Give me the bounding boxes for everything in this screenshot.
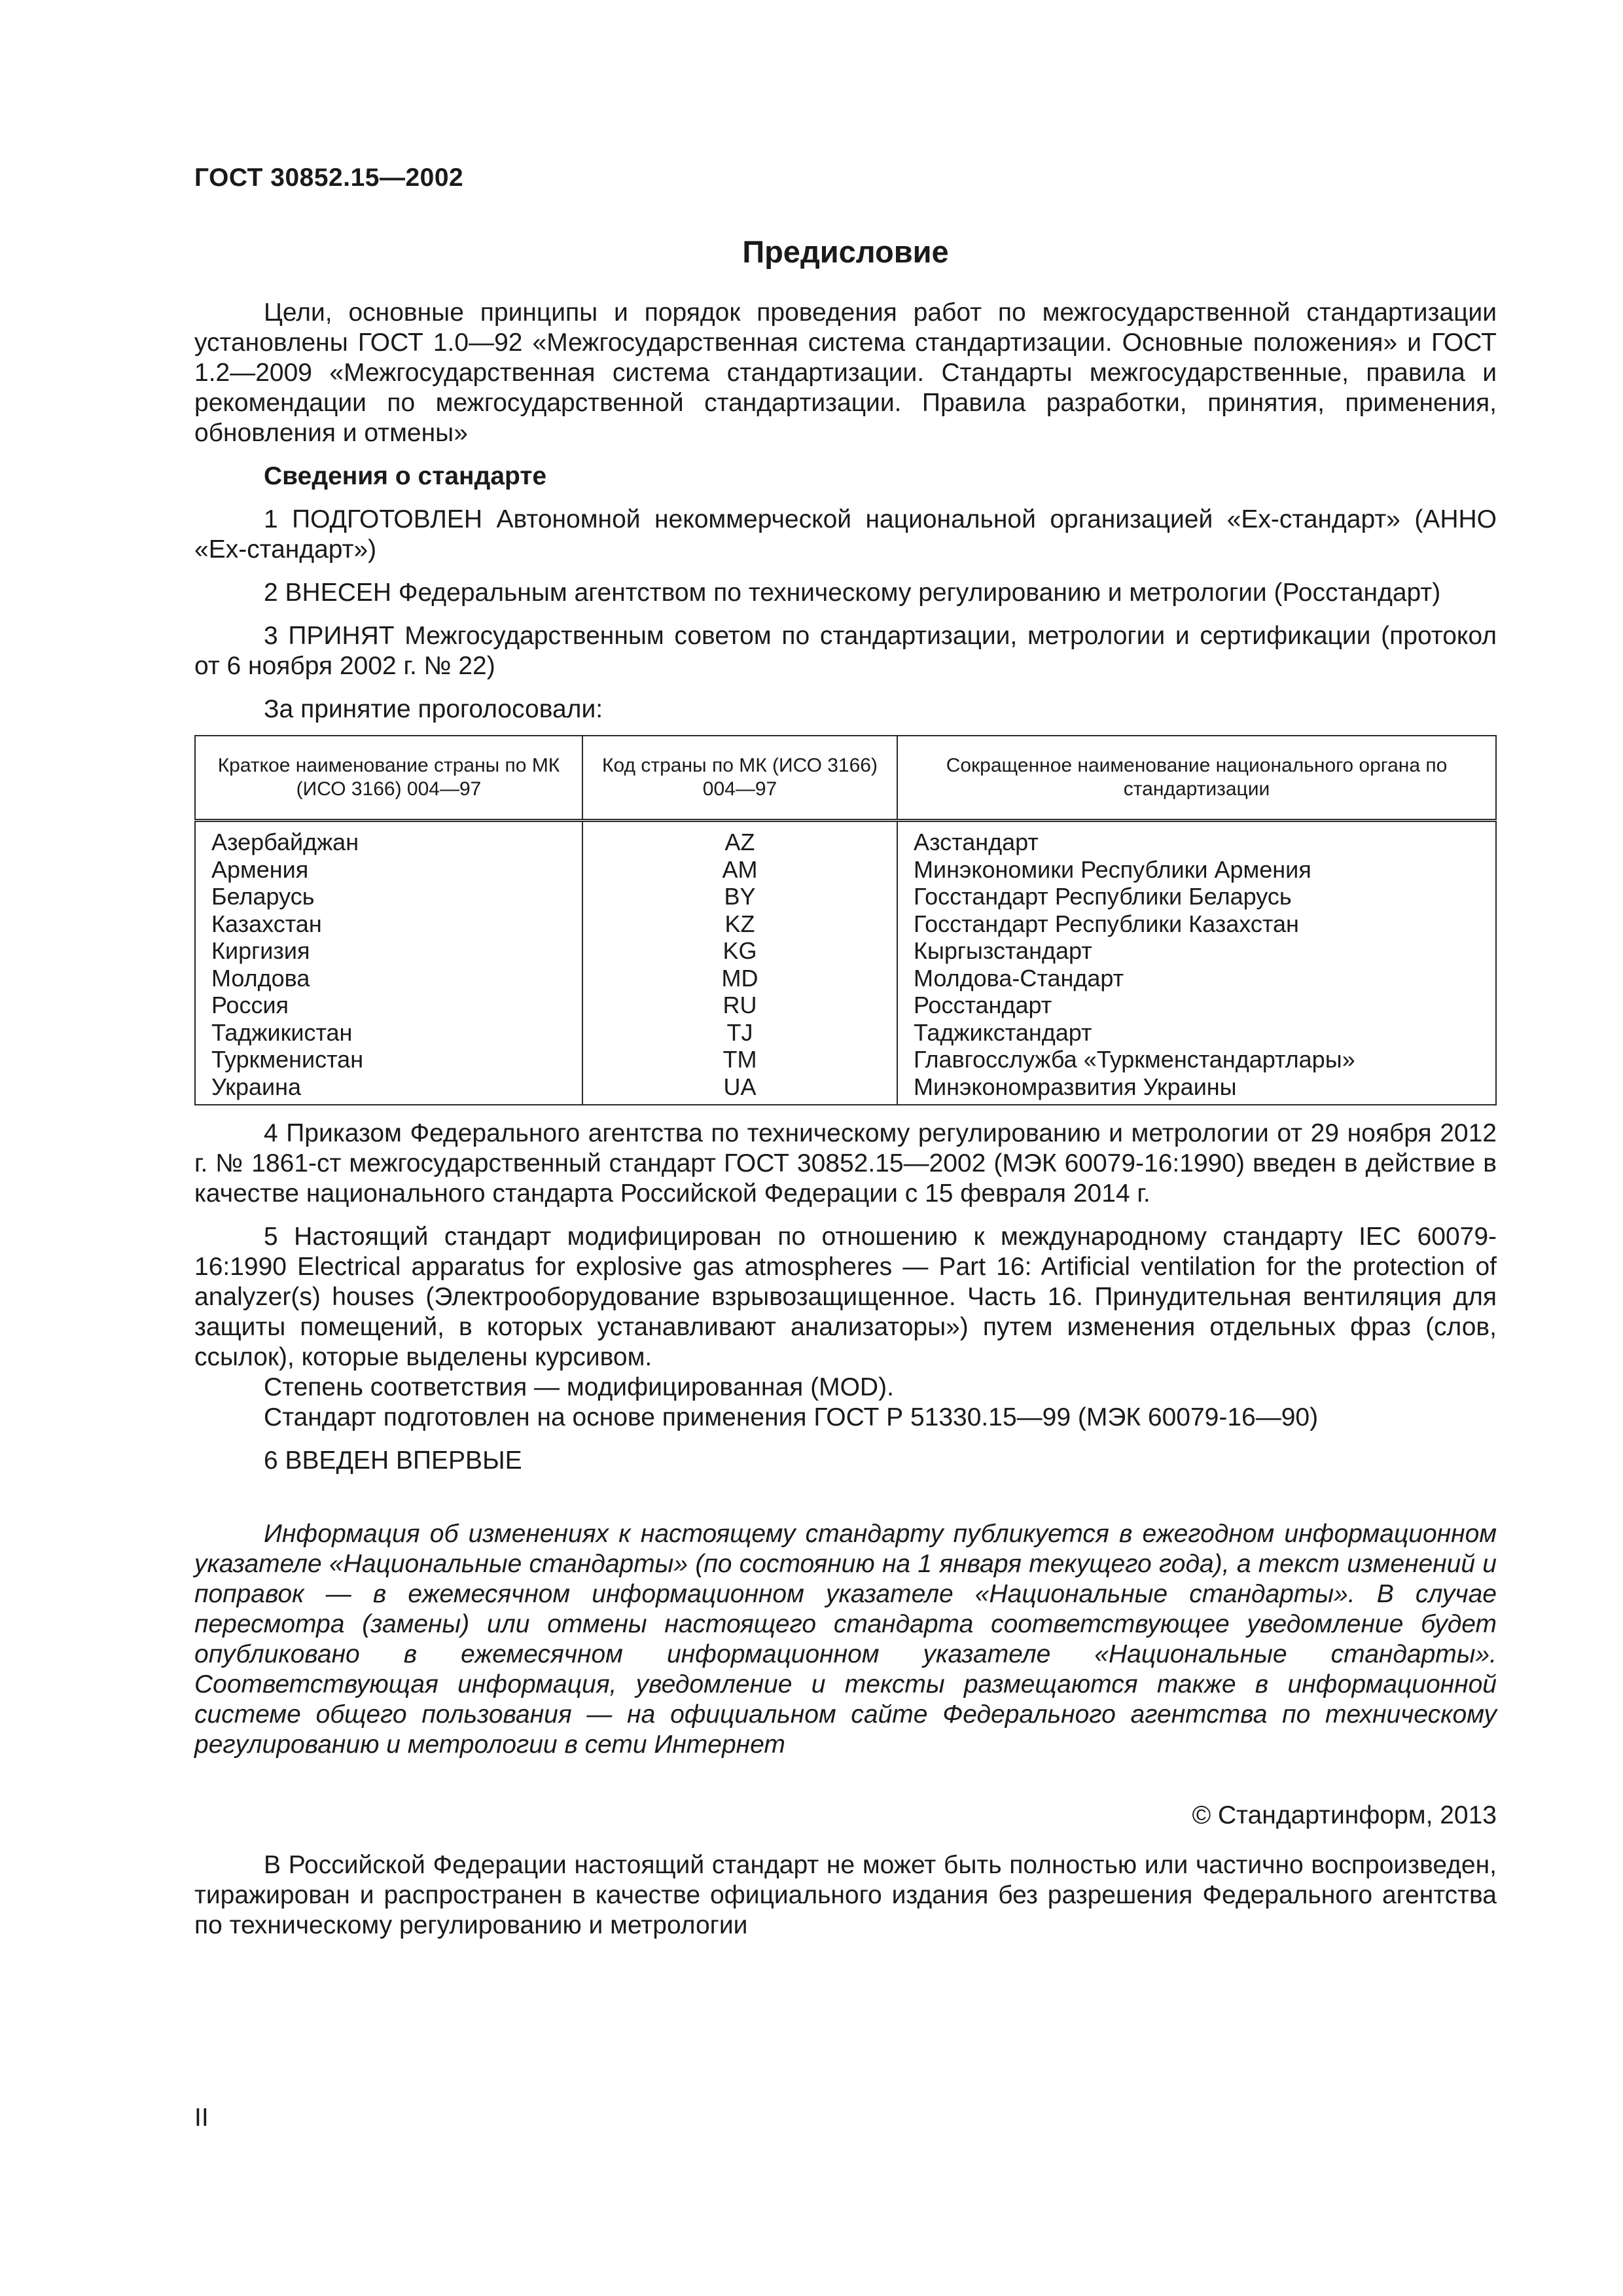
page-title: Предисловие (742, 234, 949, 269)
cell-code: RU (582, 992, 897, 1019)
cell-code: KG (582, 937, 897, 965)
item-6-first-introduced: 6 ВВЕДЕН ВПЕРВЫЕ (264, 1446, 522, 1475)
changes-info-notice: Информация об изменениях к настоящему стандарту публикуется в ежегодном информационном указателе «Национальные стандарты» (по состоянию на 1 января текущего года), а текст изменений и поправок — в ежемесячном информационном указателе «Национальные стандарты». В случае пересмотра (замены) или отмены настоящего стандарта соответствующее уведомление будет опубликовано в ежемесячном информационном указателе «Национальные стандарты». Соответствующая информация, уведомление и тексты размещаются также в информационной системе общего пользования — на официальном сайте Федерального агентства по техническому регулированию и метрологии в сети Интернет (194, 1520, 1497, 1759)
table-row (195, 937, 1496, 965)
cell-authority: Главгосслужба «Туркменстандартлары» (897, 1046, 1496, 1073)
intro-paragraph: Цели, основные принципы и порядок проведения работ по межгосударственной стандартизации установлены ГОСТ 1.0—92 «Межгосударственная система стандартизации. Основные положения» и ГОСТ 1.2—2009 «Межгосударственная система стандартизации. Стандарты межгосударственные, правила и рекомендации по межгосударственной стандартизации. Правила разработки, принятия, применения, обновления и отмены» (194, 298, 1497, 447)
table-row (195, 910, 1496, 938)
item-2-introduced: 2 ВНЕСЕН Федеральным агентством по техническому регулированию и метрологии (Росстандарт) (264, 579, 1441, 607)
column-header-code: Код страны по МК (ИСО 3166) 004—97 (582, 736, 897, 821)
table-row (195, 1019, 1496, 1047)
cell-code: KZ (582, 910, 897, 938)
document-code: ГОСТ 30852.15—2002 (194, 164, 464, 192)
voted-label: За принятие проголосовали: (264, 695, 603, 723)
preface-content (194, 298, 1497, 1941)
cell-code: UA (582, 1073, 897, 1105)
column-header-authority: Сокращенное наименование национального органа по стандартизации (897, 736, 1496, 821)
cell-code: AZ (582, 821, 897, 856)
cell-authority: Росстандарт (897, 992, 1496, 1019)
cell-code: MD (582, 965, 897, 992)
cell-country: Россия (195, 992, 582, 1019)
cell-authority: Госстандарт Республики Беларусь (897, 883, 1496, 910)
section-heading: Сведения о стандарте (264, 462, 547, 490)
cell-country: Туркменистан (195, 1046, 582, 1073)
cell-country: Молдова (195, 965, 582, 992)
cell-country: Казахстан (195, 910, 582, 938)
copyright-line: © Стандартинформ, 2013 (1192, 1801, 1497, 1829)
cell-authority: Молдова-Стандарт (897, 965, 1496, 992)
cell-country: Украина (195, 1073, 582, 1105)
cell-country: Азербайджан (195, 821, 582, 856)
table-row (195, 821, 1496, 856)
cell-code: TJ (582, 1019, 897, 1047)
cell-code: TM (582, 1046, 897, 1073)
cell-authority: Таджикстандарт (897, 1019, 1496, 1047)
cell-authority: Госстандарт Республики Казахстан (897, 910, 1496, 938)
cell-authority: Минэкономики Республики Армения (897, 856, 1496, 884)
voting-table (194, 735, 1497, 1105)
cell-code: AM (582, 856, 897, 884)
item-5-modification: 5 Настоящий стандарт модифицирован по отношению к международному стандарту IEC 60079-16:1990 Electrical apparatus for explosive gas atmospheres — Part 16: Artificial ventilation for the protection of analyzer(s) houses (Электрооборудование взрывозащищенное. Часть 16. Принудительная вентиляция для защиты помещений, в которых устанавливают анализаторы») путем изменения отдельных фраз (слов, ссылок), которые выделены курсивом. (194, 1223, 1497, 1371)
table-row (195, 1046, 1496, 1073)
table-row (195, 856, 1496, 884)
cell-country: Таджикистан (195, 1019, 582, 1047)
item-1-prepared: 1 ПОДГОТОВЛЕН Автономной некоммерческой национальной организацией «Ех-стандарт» (АННО «Ех-стандарт») (194, 505, 1497, 564)
table-header-row (195, 736, 1496, 821)
table-row (195, 1073, 1496, 1105)
cell-country: Киргизия (195, 937, 582, 965)
cell-authority: Азстандарт (897, 821, 1496, 856)
page-number: II (194, 2104, 209, 2132)
table-row (195, 883, 1496, 910)
cell-country: Армения (195, 856, 582, 884)
cell-authority: Кыргызстандарт (897, 937, 1496, 965)
cell-authority: Минэкономразвития Украины (897, 1073, 1496, 1105)
table-row (195, 992, 1496, 1019)
column-header-country: Краткое наименование страны по МК (ИСО 3166) 004—97 (195, 736, 582, 821)
reproduction-notice: В Российской Федерации настоящий стандарт не может быть полностью или частично воспроизведен, тиражирован и распространен в качестве официального издания без разрешения Федерального агентства по техническому регулированию и метрологии (194, 1851, 1497, 1939)
item-4-order: 4 Приказом Федерального агентства по техническому регулированию и метрологии от 29 ноября 2012 г. № 1861-ст межгосударственный стандарт ГОСТ 30852.15—2002 (МЭК 60079-16:1990) введен в действие в качестве национального стандарта Российской Федерации с 15 февраля 2014 г. (194, 1119, 1497, 1208)
table-row (195, 965, 1496, 992)
cell-code: BY (582, 883, 897, 910)
item-3-adopted: 3 ПРИНЯТ Межгосударственным советом по стандартизации, метрологии и сертификации (протокол от 6 ноября 2002 г. № 22) (194, 622, 1497, 680)
item-5-basis: Стандарт подготовлен на основе применения ГОСТ Р 51330.15—99 (МЭК 60079-16—90) (264, 1403, 1319, 1431)
item-5-degree: Степень соответствия — модифицированная (MOD). (264, 1373, 894, 1401)
cell-country: Беларусь (195, 883, 582, 910)
